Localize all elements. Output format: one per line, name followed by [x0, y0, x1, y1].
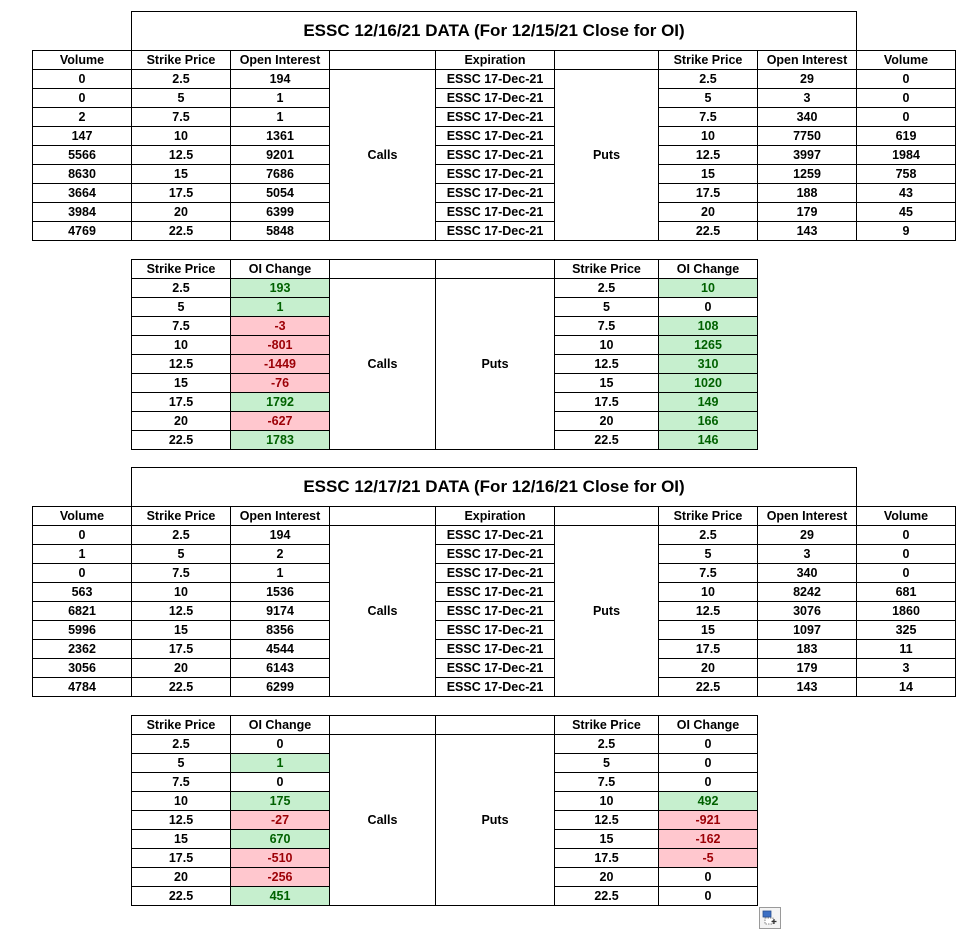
put-oi-change-cell: 10: [659, 279, 758, 298]
call-open-interest-cell: 2: [231, 545, 330, 564]
call-open-interest-cell: 9201: [231, 146, 330, 165]
calls-label: Calls: [330, 70, 436, 241]
call-strike-cell: 17.5: [132, 640, 231, 659]
blank-header: [436, 260, 555, 279]
call-volume-cell: 3984: [33, 203, 132, 222]
put-volume-cell: 325: [857, 621, 956, 640]
section-title-text: ESSC 12/16/21 DATA (For 12/15/21 Close for OI): [303, 21, 685, 40]
blank-header: [330, 51, 436, 70]
call-volume-cell: 3056: [33, 659, 132, 678]
call-volume-cell: 0: [33, 564, 132, 583]
expiration-cell: ESSC 17-Dec-21: [436, 222, 555, 241]
expiration-cell: ESSC 17-Dec-21: [436, 108, 555, 127]
blank-header: [555, 507, 659, 526]
call-open-interest-cell: 4544: [231, 640, 330, 659]
oi-change-header: OI Change: [231, 260, 330, 279]
expiration-cell: ESSC 17-Dec-21: [436, 127, 555, 146]
put-strike-cell: 5: [555, 754, 659, 773]
put-strike-cell: 2.5: [659, 526, 758, 545]
put-strike-cell: 22.5: [555, 887, 659, 906]
put-open-interest-cell: 7750: [758, 127, 857, 146]
call-open-interest-cell: 1361: [231, 127, 330, 146]
open-interest-header: Open Interest: [231, 51, 330, 70]
strike-header: Strike Price: [132, 507, 231, 526]
oi-change-table-2: [131, 715, 758, 906]
put-strike-cell: 17.5: [555, 849, 659, 868]
table-row: [132, 279, 758, 298]
table-row: [33, 564, 956, 583]
put-strike-cell: 22.5: [659, 222, 758, 241]
open-interest-header: Open Interest: [758, 51, 857, 70]
put-strike-cell: 2.5: [555, 279, 659, 298]
put-oi-change-cell: 0: [659, 735, 758, 754]
table-row: [33, 165, 956, 184]
put-open-interest-cell: 8242: [758, 583, 857, 602]
call-strike-cell: 17.5: [132, 393, 231, 412]
put-oi-change-cell: 166: [659, 412, 758, 431]
call-strike-cell: 12.5: [132, 811, 231, 830]
puts-label: Puts: [555, 526, 659, 697]
put-strike-cell: 7.5: [555, 317, 659, 336]
put-volume-cell: 619: [857, 127, 956, 146]
call-strike-cell: 2.5: [132, 735, 231, 754]
puts-label: Puts: [555, 70, 659, 241]
call-volume-cell: 147: [33, 127, 132, 146]
table-row: [33, 127, 956, 146]
call-strike-cell: 2.5: [132, 70, 231, 89]
put-strike-cell: 12.5: [659, 146, 758, 165]
put-strike-cell: 15: [659, 621, 758, 640]
call-strike-cell: 15: [132, 830, 231, 849]
table-row: [33, 146, 956, 165]
put-strike-cell: 12.5: [659, 602, 758, 621]
expiration-cell: ESSC 17-Dec-21: [436, 621, 555, 640]
strike-header: Strike Price: [132, 260, 231, 279]
put-open-interest-cell: 29: [758, 70, 857, 89]
call-oi-change-cell: -1449: [231, 355, 330, 374]
header-row: [33, 51, 956, 70]
put-volume-cell: 3: [857, 659, 956, 678]
call-open-interest-cell: 5054: [231, 184, 330, 203]
call-oi-change-cell: 1783: [231, 431, 330, 450]
put-oi-change-cell: 1265: [659, 336, 758, 355]
table-row: [33, 621, 956, 640]
expiration-cell: ESSC 17-Dec-21: [436, 70, 555, 89]
call-open-interest-cell: 194: [231, 70, 330, 89]
call-strike-cell: 17.5: [132, 184, 231, 203]
table-row: [33, 583, 956, 602]
put-strike-cell: 10: [659, 127, 758, 146]
volume-header: Volume: [857, 51, 956, 70]
table-row: [33, 184, 956, 203]
call-strike-cell: 15: [132, 621, 231, 640]
expiration-cell: ESSC 17-Dec-21: [436, 583, 555, 602]
expiration-cell: ESSC 17-Dec-21: [436, 526, 555, 545]
call-strike-cell: 10: [132, 583, 231, 602]
call-oi-change-cell: 193: [231, 279, 330, 298]
call-volume-cell: 4769: [33, 222, 132, 241]
header-row: [132, 260, 758, 279]
table-row: [33, 526, 956, 545]
put-oi-change-cell: -921: [659, 811, 758, 830]
put-strike-cell: 12.5: [555, 355, 659, 374]
call-volume-cell: 5566: [33, 146, 132, 165]
open-interest-header: Open Interest: [758, 507, 857, 526]
put-oi-change-cell: 0: [659, 754, 758, 773]
call-volume-cell: 3664: [33, 184, 132, 203]
put-volume-cell: 0: [857, 70, 956, 89]
puts-label: Puts: [436, 735, 555, 906]
table-row: [33, 640, 956, 659]
expiration-cell: ESSC 17-Dec-21: [436, 564, 555, 583]
expiration-header: Expiration: [436, 507, 555, 526]
call-strike-cell: 20: [132, 412, 231, 431]
call-oi-change-cell: -76: [231, 374, 330, 393]
call-strike-cell: 7.5: [132, 564, 231, 583]
put-strike-cell: 20: [555, 412, 659, 431]
call-volume-cell: 5996: [33, 621, 132, 640]
call-oi-change-cell: -27: [231, 811, 330, 830]
open-interest-header: Open Interest: [231, 507, 330, 526]
call-volume-cell: 2362: [33, 640, 132, 659]
expiration-cell: ESSC 17-Dec-21: [436, 545, 555, 564]
put-oi-change-cell: 108: [659, 317, 758, 336]
strike-header: Strike Price: [555, 716, 659, 735]
call-oi-change-cell: -510: [231, 849, 330, 868]
strike-header: Strike Price: [555, 260, 659, 279]
put-volume-cell: 14: [857, 678, 956, 697]
put-volume-cell: 9: [857, 222, 956, 241]
call-strike-cell: 12.5: [132, 146, 231, 165]
put-open-interest-cell: 3997: [758, 146, 857, 165]
put-strike-cell: 12.5: [555, 811, 659, 830]
put-strike-cell: 20: [659, 203, 758, 222]
call-open-interest-cell: 6143: [231, 659, 330, 678]
put-open-interest-cell: 179: [758, 659, 857, 678]
call-open-interest-cell: 9174: [231, 602, 330, 621]
call-strike-cell: 22.5: [132, 431, 231, 450]
put-open-interest-cell: 3: [758, 545, 857, 564]
table-row: [33, 222, 956, 241]
call-oi-change-cell: 175: [231, 792, 330, 811]
puts-label: Puts: [436, 279, 555, 450]
section-title-text: ESSC 12/17/21 DATA (For 12/16/21 Close for OI): [303, 477, 685, 496]
section-title-2: [131, 467, 857, 506]
call-strike-cell: 7.5: [132, 773, 231, 792]
put-open-interest-cell: 143: [758, 678, 857, 697]
put-open-interest-cell: 340: [758, 108, 857, 127]
expiration-cell: ESSC 17-Dec-21: [436, 146, 555, 165]
call-strike-cell: 22.5: [132, 678, 231, 697]
put-volume-cell: 43: [857, 184, 956, 203]
call-volume-cell: 0: [33, 526, 132, 545]
put-oi-change-cell: 1020: [659, 374, 758, 393]
call-oi-change-cell: 1: [231, 754, 330, 773]
put-volume-cell: 758: [857, 165, 956, 184]
strike-header: Strike Price: [132, 716, 231, 735]
call-strike-cell: 22.5: [132, 887, 231, 906]
put-strike-cell: 7.5: [659, 564, 758, 583]
put-strike-cell: 15: [659, 165, 758, 184]
call-strike-cell: 7.5: [132, 108, 231, 127]
put-oi-change-cell: -5: [659, 849, 758, 868]
call-oi-change-cell: -256: [231, 868, 330, 887]
expiration-cell: ESSC 17-Dec-21: [436, 203, 555, 222]
put-open-interest-cell: 1259: [758, 165, 857, 184]
table-row: [33, 602, 956, 621]
call-volume-cell: 4784: [33, 678, 132, 697]
calls-label: Calls: [330, 735, 436, 906]
put-volume-cell: 0: [857, 564, 956, 583]
put-volume-cell: 1984: [857, 146, 956, 165]
blank-header: [330, 260, 436, 279]
call-strike-cell: 12.5: [132, 355, 231, 374]
header-row: [132, 716, 758, 735]
paste-options-button[interactable]: [759, 907, 781, 929]
put-oi-change-cell: 146: [659, 431, 758, 450]
strike-header: Strike Price: [132, 51, 231, 70]
call-open-interest-cell: 6299: [231, 678, 330, 697]
call-strike-cell: 5: [132, 545, 231, 564]
section-title-1: [131, 11, 857, 50]
call-strike-cell: 20: [132, 203, 231, 222]
put-strike-cell: 15: [555, 830, 659, 849]
put-open-interest-cell: 340: [758, 564, 857, 583]
put-strike-cell: 5: [659, 89, 758, 108]
call-strike-cell: 10: [132, 127, 231, 146]
call-oi-change-cell: -3: [231, 317, 330, 336]
call-strike-cell: 15: [132, 374, 231, 393]
call-open-interest-cell: 8356: [231, 621, 330, 640]
call-open-interest-cell: 194: [231, 526, 330, 545]
put-volume-cell: 1860: [857, 602, 956, 621]
expiration-cell: ESSC 17-Dec-21: [436, 640, 555, 659]
expiration-cell: ESSC 17-Dec-21: [436, 89, 555, 108]
strike-header: Strike Price: [659, 507, 758, 526]
blank-header: [330, 716, 436, 735]
options-data-table-1: [32, 50, 956, 241]
call-strike-cell: 12.5: [132, 602, 231, 621]
put-volume-cell: 45: [857, 203, 956, 222]
call-strike-cell: 5: [132, 298, 231, 317]
put-open-interest-cell: 29: [758, 526, 857, 545]
call-open-interest-cell: 1: [231, 564, 330, 583]
put-volume-cell: 0: [857, 526, 956, 545]
blank-header: [436, 716, 555, 735]
put-volume-cell: 11: [857, 640, 956, 659]
table-row: [33, 89, 956, 108]
paste-options-icon: [762, 910, 778, 926]
call-strike-cell: 10: [132, 792, 231, 811]
calls-label: Calls: [330, 279, 436, 450]
call-oi-change-cell: 0: [231, 773, 330, 792]
put-open-interest-cell: 188: [758, 184, 857, 203]
table-row: [132, 735, 758, 754]
expiration-header: Expiration: [436, 51, 555, 70]
put-oi-change-cell: 0: [659, 868, 758, 887]
put-strike-cell: 7.5: [555, 773, 659, 792]
oi-change-table-1: [131, 259, 758, 450]
oi-change-header: OI Change: [659, 260, 758, 279]
call-strike-cell: 2.5: [132, 279, 231, 298]
table-row: [33, 203, 956, 222]
call-open-interest-cell: 1: [231, 108, 330, 127]
call-open-interest-cell: 7686: [231, 165, 330, 184]
put-strike-cell: 17.5: [659, 640, 758, 659]
call-open-interest-cell: 1536: [231, 583, 330, 602]
put-open-interest-cell: 183: [758, 640, 857, 659]
oi-change-header: OI Change: [231, 716, 330, 735]
put-oi-change-cell: 310: [659, 355, 758, 374]
call-strike-cell: 5: [132, 754, 231, 773]
call-oi-change-cell: -627: [231, 412, 330, 431]
call-strike-cell: 20: [132, 659, 231, 678]
put-strike-cell: 2.5: [659, 70, 758, 89]
expiration-cell: ESSC 17-Dec-21: [436, 602, 555, 621]
blank-header: [555, 51, 659, 70]
call-strike-cell: 7.5: [132, 317, 231, 336]
call-open-interest-cell: 1: [231, 89, 330, 108]
put-oi-change-cell: 492: [659, 792, 758, 811]
put-volume-cell: 681: [857, 583, 956, 602]
volume-header: Volume: [33, 507, 132, 526]
volume-header: Volume: [33, 51, 132, 70]
call-volume-cell: 8630: [33, 165, 132, 184]
call-oi-change-cell: 1792: [231, 393, 330, 412]
table-row: [33, 545, 956, 564]
call-oi-change-cell: -801: [231, 336, 330, 355]
table-row: [33, 659, 956, 678]
call-volume-cell: 0: [33, 70, 132, 89]
put-oi-change-cell: 149: [659, 393, 758, 412]
put-strike-cell: 15: [555, 374, 659, 393]
put-open-interest-cell: 1097: [758, 621, 857, 640]
put-oi-change-cell: 0: [659, 773, 758, 792]
call-open-interest-cell: 5848: [231, 222, 330, 241]
call-oi-change-cell: 451: [231, 887, 330, 906]
table-row: [33, 678, 956, 697]
call-volume-cell: 2: [33, 108, 132, 127]
put-volume-cell: 0: [857, 545, 956, 564]
put-volume-cell: 0: [857, 89, 956, 108]
expiration-cell: ESSC 17-Dec-21: [436, 659, 555, 678]
put-strike-cell: 22.5: [555, 431, 659, 450]
header-row: [33, 507, 956, 526]
table-row: [33, 70, 956, 89]
volume-header: Volume: [857, 507, 956, 526]
call-oi-change-cell: 1: [231, 298, 330, 317]
call-open-interest-cell: 6399: [231, 203, 330, 222]
strike-header: Strike Price: [659, 51, 758, 70]
put-strike-cell: 17.5: [659, 184, 758, 203]
call-strike-cell: 10: [132, 336, 231, 355]
put-open-interest-cell: 143: [758, 222, 857, 241]
table-row: [33, 108, 956, 127]
put-strike-cell: 5: [659, 545, 758, 564]
call-volume-cell: 6821: [33, 602, 132, 621]
call-volume-cell: 1: [33, 545, 132, 564]
put-strike-cell: 5: [555, 298, 659, 317]
put-open-interest-cell: 179: [758, 203, 857, 222]
put-strike-cell: 10: [659, 583, 758, 602]
put-oi-change-cell: 0: [659, 887, 758, 906]
call-strike-cell: 20: [132, 868, 231, 887]
expiration-cell: ESSC 17-Dec-21: [436, 678, 555, 697]
put-strike-cell: 7.5: [659, 108, 758, 127]
put-open-interest-cell: 3: [758, 89, 857, 108]
call-volume-cell: 0: [33, 89, 132, 108]
put-open-interest-cell: 3076: [758, 602, 857, 621]
put-strike-cell: 2.5: [555, 735, 659, 754]
call-volume-cell: 563: [33, 583, 132, 602]
call-strike-cell: 15: [132, 165, 231, 184]
expiration-cell: ESSC 17-Dec-21: [436, 165, 555, 184]
call-oi-change-cell: 0: [231, 735, 330, 754]
put-volume-cell: 0: [857, 108, 956, 127]
put-strike-cell: 22.5: [659, 678, 758, 697]
expiration-cell: ESSC 17-Dec-21: [436, 184, 555, 203]
put-oi-change-cell: -162: [659, 830, 758, 849]
oi-change-header: OI Change: [659, 716, 758, 735]
put-strike-cell: 17.5: [555, 393, 659, 412]
blank-header: [330, 507, 436, 526]
call-strike-cell: 2.5: [132, 526, 231, 545]
call-strike-cell: 5: [132, 89, 231, 108]
put-strike-cell: 10: [555, 336, 659, 355]
call-strike-cell: 17.5: [132, 849, 231, 868]
put-strike-cell: 20: [659, 659, 758, 678]
options-data-table-2: [32, 506, 956, 697]
calls-label: Calls: [330, 526, 436, 697]
put-oi-change-cell: 0: [659, 298, 758, 317]
put-strike-cell: 20: [555, 868, 659, 887]
put-strike-cell: 10: [555, 792, 659, 811]
call-oi-change-cell: 670: [231, 830, 330, 849]
call-strike-cell: 22.5: [132, 222, 231, 241]
